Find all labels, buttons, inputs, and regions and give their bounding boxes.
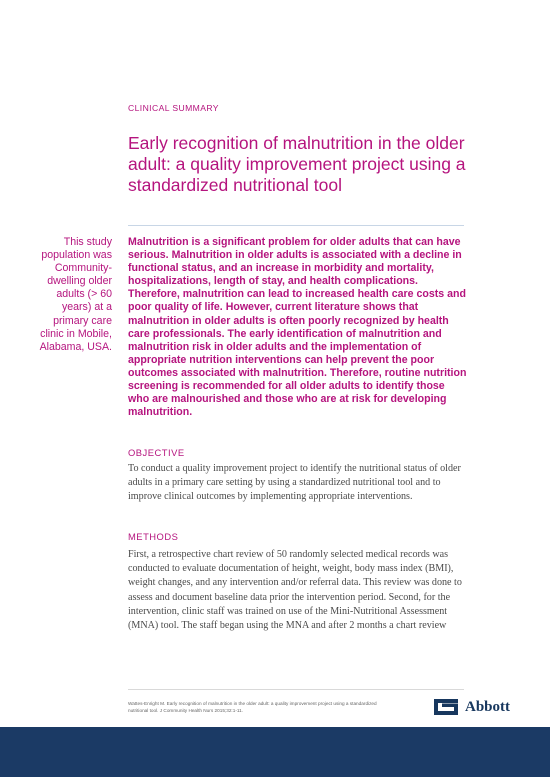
summary-paragraph: Malnutrition is a significant problem for older adults that can have serious. Malnutrition in older adults is associated with a decline in functional status, and an increase in morbidity and mortality, hospitalizations, length of stay, and health complications. Therefore, malnutrition can lead to increased health care costs and poor quality of life. However, current literature shows that malnutrition in older adults is often poorly recognized by health care professionals. The early identification of malnutrition and malnutrition risk in older adults and the implementation of appropriate nutrition interventions can help prevent the poor outcomes associated with malnutrition. Therefore, routine nutrition screening is recommended for all older adults to identify those who are malnourished and those who are at risk for developing malnutrition.: [128, 236, 467, 419]
abbott-logo-mark-icon: [432, 697, 462, 717]
page-title: Early recognition of malnutrition in the older adult: a quality improvement project using a standardized nutritional tool: [128, 133, 466, 195]
section-kicker: CLINICAL SUMMARY: [128, 103, 219, 113]
footer-divider: [128, 689, 464, 690]
citation: Wattes-Enright M. Early recognition of malnutrition in the older adult: a quality improvement project using a standardized nutritional tool. J Community Health Nurs 2015;32:1-11.: [128, 701, 377, 713]
study-population-note: This study population was Community-dwelling older adults (> 60 years) at a primary care clinic in Mobile, Alabama, USA.: [39, 236, 112, 353]
methods-text: First, a retrospective chart review of 50 randomly selected medical records was conducted to evaluate documentation of height, weight, body mass index (BMI), weight changes, and any intervention and/or referral data. This review was done to assess and document baseline data prior the intervention period. Second, for the intervention, clinic staff was trained on use of the Mini-Nutritional Assessment (MNA) tool. The staff began using the MNA and after 2 months a chart review: [128, 549, 462, 632]
logo-wordmark: Abbott: [465, 698, 511, 715]
objective-heading: OBJECTIVE: [128, 447, 185, 458]
objective-text: To conduct a quality improvement project to identify the nutritional status of older adults in a primary care setting by using a standardized nutritional tool and to improve clinical outcomes by implementing appropriate interventions.: [128, 463, 461, 503]
methods-heading: METHODS: [128, 531, 179, 542]
abbott-logo: [432, 697, 510, 717]
footer-band: [0, 727, 550, 777]
title-divider: [128, 225, 464, 226]
